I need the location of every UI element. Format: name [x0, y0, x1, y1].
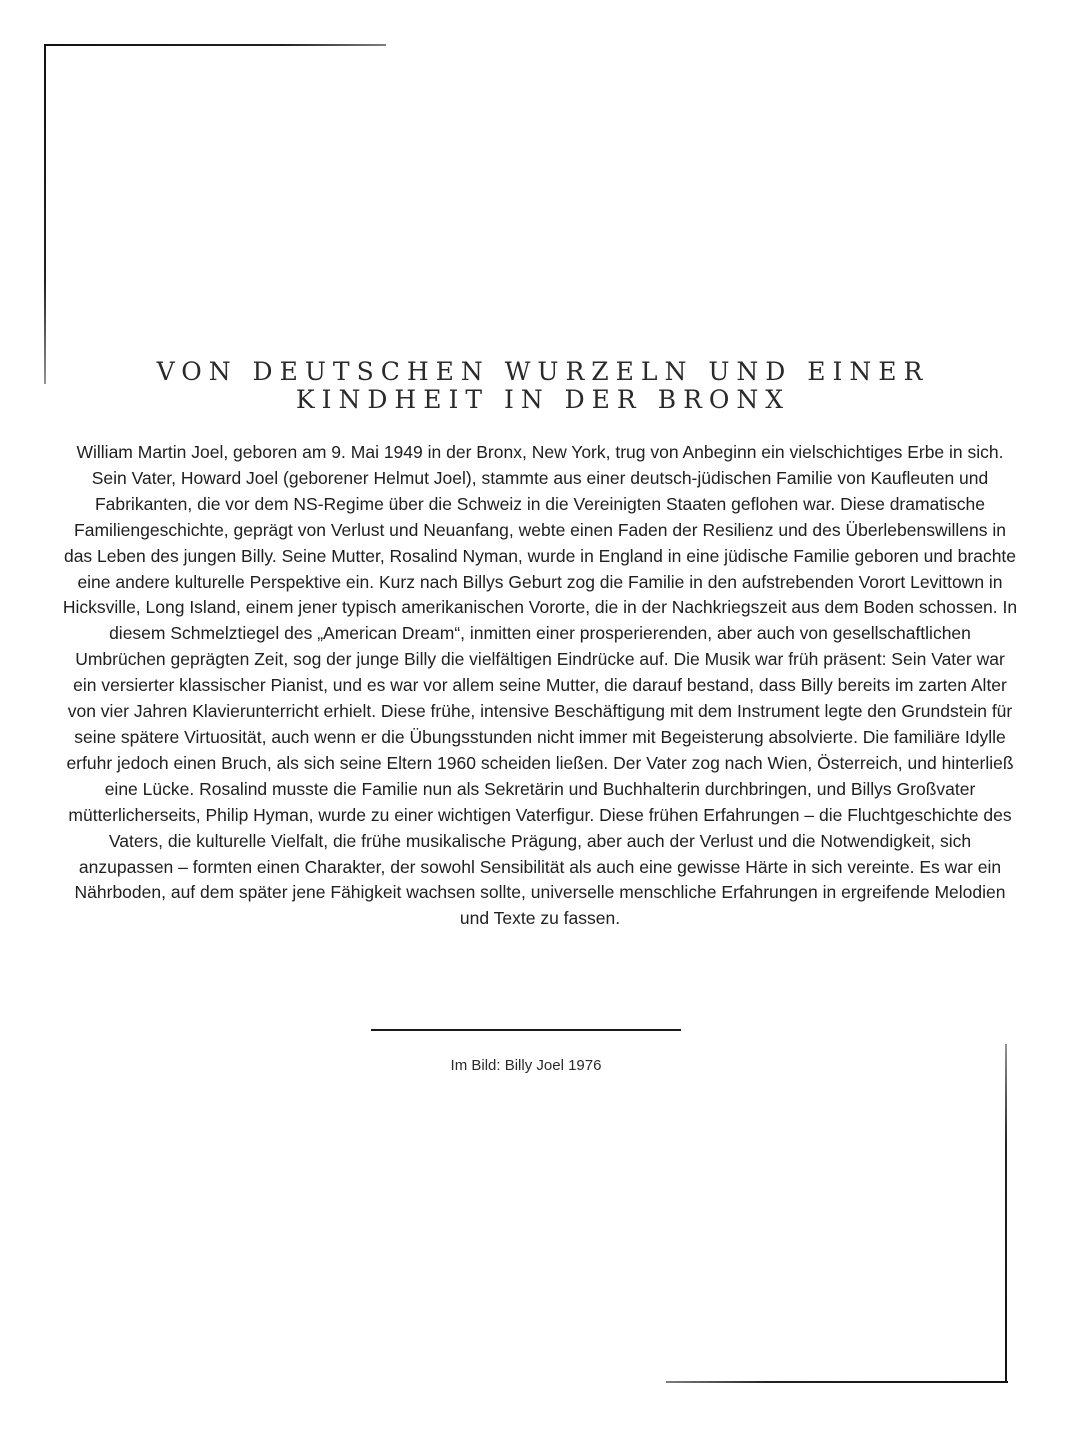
frame-corner-top-left-horizontal: [44, 44, 386, 46]
article-body: William Martin Joel, geboren am 9. Mai 1949 in der Bronx, New York, trug von Anbeginn ein vielschichtiges Erbe in sich. Sein Vater, Howard Joel (geborener Helmut Joel), stammte aus einer deutsch-jüdischen Familie von Kaufleuten und Fabrikanten, die vor dem NS-Regime über die Schweiz in die Vereinigten Staaten geflohen war. Diese dramatische Familiengeschichte, geprägt von Verlust und Neuanfang, webte einen Faden der Resilienz und des Überlebenswillens in das Leben des jungen Billy. Seine Mutter, Rosalind Nyman, wurde in England in eine jüdische Familie geboren und brachte eine andere kulturelle Perspektive ein. Kurz nach Billys Geburt zog die Familie in den aufstrebenden Vorort Levittown in Hicksville, Long Island, einem jener typisch amerikanischen Vororte, die in der Nachkriegszeit aus dem Boden schossen. In diesem Schmelztiegel des „American Dream“, inmitten einer prosperierenden, aber auch von gesellschaftlichen Umbrüchen geprägten Zeit, sog der junge Billy die vielfältigen Eindrücke auf. Die Musik war früh präsent: Sein Vater war ein versierter klassischer Pianist, und es war vor allem seine Mutter, die darauf bestand, dass Billy bereits im zarten Alter von vier Jahren Klavierunterricht erhielt. Diese frühe, intensive Beschäftigung mit dem Instrument legte den Grundstein für seine spätere Virtuosität, auch wenn er die Übungsstunden nicht immer mit Begeisterung absolvierte. Die familiäre Idylle erfuhr jedoch einen Bruch, als sich seine Eltern 1960 scheiden ließen. Der Vater zog nach Wien, Österreich, und hinterließ eine Lücke. Rosalind musste die Familie nun als Sekretärin und Buchhalterin durchbringen, und Billys Großvater mütterlicherseits, Philip Hyman, wurde zu einer wichtigen Vaterfigur. Diese frühen Erfahrungen – die Fluchtgeschichte des Vaters, die kulturelle Vielfalt, die frühe musikalische Prägung, aber auch der Verlust und die Notwendigkeit, sich anzupassen – formten einen Charakter, der sowohl Sensibilität als auch eine gewisse Härte in sich vereinte. Es war ein Nährboden, auf dem später jene Fähigkeit wachsen sollte, universelle menschliche Erfahrungen in ergreifende Melodien und Texte zu fassen.: [62, 442, 1018, 929]
image-caption: Im Bild: Billy Joel 1976: [450, 1057, 602, 1074]
article-heading: [60, 358, 1026, 414]
frame-corner-top-left-vertical: [44, 44, 46, 384]
article-heading-line-1: VON DEUTSCHEN WURZELN UND EINER: [156, 357, 930, 386]
frame-corner-bottom-right-vertical: [1005, 1044, 1007, 1383]
article-heading-line-2: KINDHEIT IN DER BRONX: [295, 385, 791, 414]
frame-corner-bottom-right-horizontal: [666, 1381, 1008, 1383]
caption-divider: [371, 1029, 681, 1031]
